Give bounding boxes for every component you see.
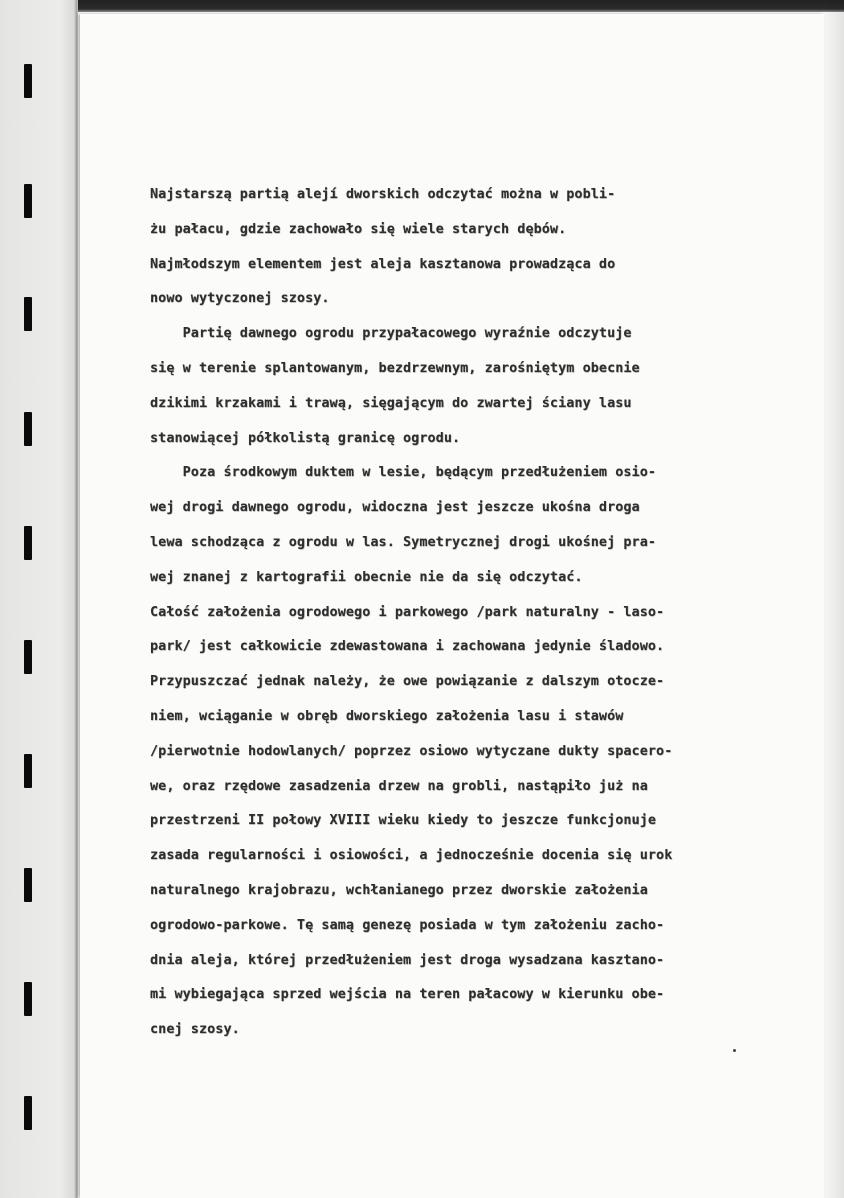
text-line: Całość założenia ogrodowego i parkowego /park naturalny - laso- <box>150 604 665 620</box>
page-shadow <box>824 0 844 1198</box>
text-line: się w terenie splantowanym, bezdrzewnym, zarośniętym obecnie <box>150 360 640 376</box>
text-line: Poza środkowym duktem w lesie, będącym przedłużeniem osio- <box>150 465 657 481</box>
text-line: Partię dawnego ogrodu przypałacowego wyraźnie odczytuje <box>150 326 632 342</box>
text-line: cnej szosy. <box>150 1022 240 1038</box>
text-line: ogrodowo-parkowe. Tę samą genezę posiada w tym założeniu zacho- <box>150 917 665 933</box>
text-line: mi wybiegająca sprzed wejścia na teren pałacowy w kierunku obe- <box>150 987 665 1003</box>
text-line: żu pałacu, gdzie zachowało się wiele starych dębów. <box>150 221 567 237</box>
text-line: wej drogi dawnego ogrodu, widoczna jest jeszcze ukośna droga <box>150 500 640 516</box>
text-line: dnia aleja, której przedłużeniem jest droga wysadzana kasztano- <box>150 952 665 968</box>
perforation-mark <box>24 754 32 788</box>
perforation-mark <box>24 64 32 98</box>
text-line: park/ jest całkowicie zdewastowana i zachowana jedynie śladowo. <box>150 639 665 655</box>
perforation-mark <box>24 1096 32 1130</box>
text-line: wej znanej z kartografii obecnie nie da się odczytać. <box>150 569 583 585</box>
text-line: naturalnego krajobrazu, wchłanianego przez dworskie założenia <box>150 882 648 898</box>
perforation-mark <box>24 868 32 902</box>
perforation-mark <box>24 297 32 331</box>
film-top-edge <box>0 0 844 12</box>
perforation-mark <box>24 412 32 446</box>
text-line: nowo wytyczonej szosy. <box>150 291 330 307</box>
film-left-margin <box>0 0 78 1198</box>
text-line: lewa schodząca z ogrodu w las. Symetrycznej drogi ukośnej pra- <box>150 534 657 550</box>
text-line: zasada regularności i osiowości, a jednocześnie docenia się urok <box>150 848 673 864</box>
text-line: Najmłodszym elementem jest aleja kasztanowa prowadząca do <box>150 256 616 272</box>
perforation-mark <box>24 982 32 1016</box>
text-line: Przypuszczać jednak należy, że owe powiązanie z dalszym otocze- <box>150 674 665 690</box>
text-line: we, oraz rzędowe zasadzenia drzew na grobli, nastąpiło już na <box>150 778 648 794</box>
text-line: Najstarszą partią alejí dworskich odczytać można w pobli- <box>150 187 616 202</box>
perforation-mark <box>24 184 32 218</box>
perforation-mark <box>24 526 32 560</box>
text-line: stanowiącej półkolistą granicę ogrodu. <box>150 430 461 446</box>
text-line: dzikimi krzakami i trawą, sięgającym do zwartej ściany lasu <box>150 395 632 411</box>
text-line: niem, wciąganie w obręb dworskiego założenia lasu i stawów <box>150 708 624 724</box>
perforation-mark <box>24 640 32 674</box>
dust-speck <box>733 1049 736 1052</box>
typewritten-text <box>150 178 820 1048</box>
text-line: /pierwotnie hodowlanych/ poprzez osiowo wytyczane dukty spacero- <box>150 743 673 759</box>
text-line: przestrzeni II połowy XVIII wieku kiedy to jeszcze funkcjonuje <box>150 813 657 829</box>
